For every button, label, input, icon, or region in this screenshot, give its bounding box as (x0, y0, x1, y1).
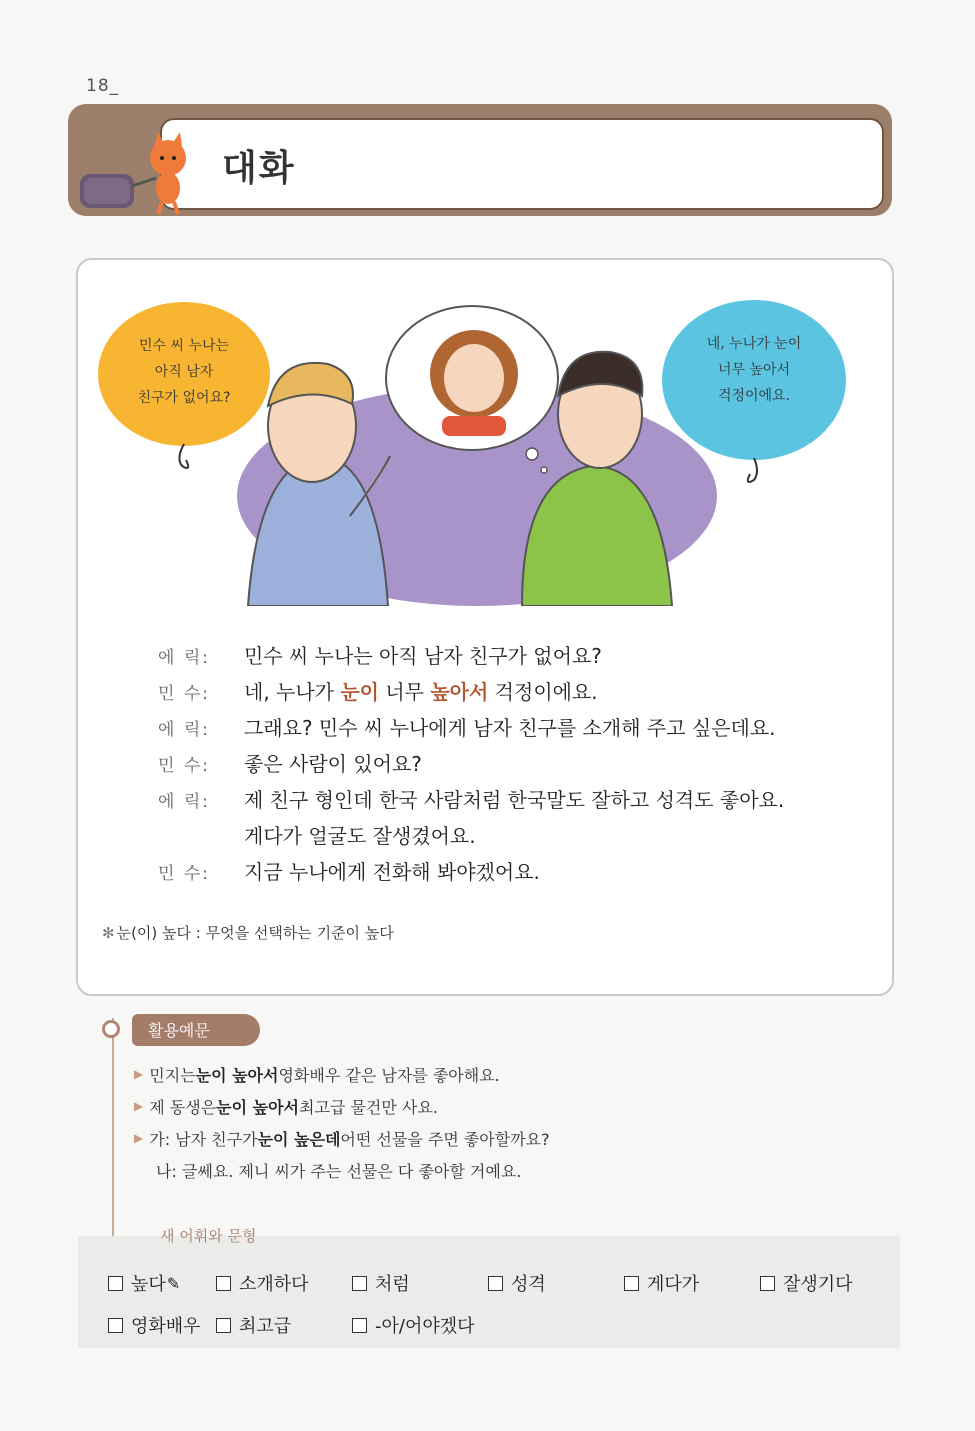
speaker-name: 민 수: (158, 864, 210, 884)
example-part: 최고급 물건만 사요. (299, 1097, 438, 1117)
vocab-word: 처럼 (375, 1274, 410, 1295)
bubble-left-line-2: 아직 남자 (154, 364, 214, 380)
bubble-right-line-3: 걱정이에요. (717, 388, 791, 404)
speaker-name: 민 수: (158, 756, 210, 776)
vocab-item (488, 1270, 546, 1296)
speaker-name: 민 수: (158, 684, 210, 704)
speaker-name: 에 릭: (158, 648, 210, 668)
footnote (102, 922, 394, 943)
speaker-name: 에 릭: (158, 792, 210, 812)
example-bold: 눈이 높아서 (216, 1097, 300, 1117)
pencil-icon: ✎ (166, 1273, 181, 1293)
checkbox-icon (488, 1276, 503, 1291)
page-number: 18_ (86, 76, 120, 96)
utterance: 민수 씨 누나는 아직 남자 친구가 없어요? (244, 644, 602, 668)
usage-bullet-icon (102, 1020, 120, 1038)
checkbox-icon (624, 1276, 639, 1291)
dialogue-line (158, 784, 858, 820)
bubble-right-line-1: 네, 누나가 눈이 (706, 336, 802, 352)
example-part: 민지는 (149, 1065, 196, 1085)
example-part: 나: 글쎄요. 제니 씨가 주는 선물은 다 좋아할 거예요. (156, 1161, 522, 1181)
dialogue-line (158, 820, 858, 856)
vocab-word: 최고급 (239, 1316, 292, 1337)
usage-examples (134, 1058, 550, 1186)
dialogue-line (158, 748, 858, 784)
triangle-bullet-icon: ▶ (134, 1067, 144, 1081)
vocab-item (216, 1270, 309, 1296)
utterance: 게다가 얼굴도 잘생겼어요. (244, 824, 476, 848)
highlight-expression: 높아서 (430, 680, 489, 704)
utterance: 지금 누나에게 전화해 봐야겠어요. (244, 860, 540, 884)
speaker-name: 에 릭: (158, 720, 210, 740)
vocab-word: 소개하다 (239, 1274, 309, 1295)
example-bold: 눈이 높은데 (257, 1129, 341, 1149)
highlight-expression: 눈이 (340, 680, 379, 704)
checkbox-icon (216, 1318, 231, 1333)
dialogue-line (158, 856, 858, 892)
vocab-word: 성격 (511, 1274, 546, 1295)
vocab-item (108, 1270, 180, 1296)
checkbox-icon (352, 1276, 367, 1291)
usage-example (134, 1122, 550, 1154)
vocabulary-label: 새 어휘와 문형 (160, 1227, 257, 1245)
dialogue-line (158, 676, 858, 712)
utterance-part: 네, 누나가 (244, 680, 341, 704)
vocab-word: 영화배우 (131, 1316, 201, 1337)
utterance: 제 친구 형인데 한국 사람처럼 한국말도 잘하고 성격도 좋아요. (244, 788, 785, 812)
triangle-bullet-icon: ▶ (134, 1131, 144, 1145)
section-title: 대화 (222, 148, 296, 189)
usage-timeline-line (112, 1018, 114, 1254)
utterance-part: 너무 (379, 680, 431, 704)
dialogue-line (158, 640, 858, 676)
example-part: 어떤 선물을 주면 좋아할까요? (340, 1129, 550, 1149)
checkbox-icon (108, 1276, 123, 1291)
utterance: 그래요? 민수 씨 누나에게 남자 친구를 소개해 주고 싶은데요. (244, 716, 776, 740)
bubble-left-line-1: 민수 씨 누나는 (138, 338, 230, 354)
vocab-item (760, 1270, 853, 1296)
example-part: 제 동생은 (149, 1097, 217, 1117)
asterisk-icon: ✻ (102, 924, 115, 942)
checkbox-icon (108, 1318, 123, 1333)
bubble-right-line-2: 너무 높아서 (717, 362, 791, 378)
usage-example (134, 1090, 550, 1122)
utterance (244, 676, 598, 705)
usage-example (134, 1154, 550, 1186)
example-part: 가: 남자 친구가 (149, 1129, 258, 1149)
dialogue-lines (158, 640, 858, 892)
vocab-item (352, 1312, 475, 1338)
checkbox-icon (760, 1276, 775, 1291)
usage-label: 활용예문 (132, 1014, 260, 1046)
example-part: 영화배우 같은 남자를 좋아해요. (278, 1065, 500, 1085)
checkbox-icon (352, 1318, 367, 1333)
cat-with-suitcase-icon (72, 130, 212, 220)
vocab-item (108, 1312, 201, 1338)
vocab-word: -아/어야겠다 (375, 1316, 475, 1337)
usage-example (134, 1058, 550, 1090)
dialogue-line (158, 712, 858, 748)
speech-bubble-right (662, 300, 846, 460)
vocab-word: 게다가 (647, 1274, 700, 1295)
triangle-bullet-icon: ▶ (134, 1099, 144, 1113)
utterance-part: 걱정이에요. (488, 680, 598, 704)
utterance: 좋은 사람이 있어요? (244, 752, 422, 776)
bubble-left-line-3: 친구가 없어요? (137, 390, 231, 406)
vocab-word: 잘생기다 (783, 1274, 853, 1295)
vocab-item (624, 1270, 699, 1296)
vocab-item (352, 1270, 410, 1296)
checkbox-icon (216, 1276, 231, 1291)
vocab-word: 높다 (131, 1274, 166, 1295)
footnote-text: 눈(이) 높다 : 무엇을 선택하는 기준이 높다 (116, 924, 394, 942)
vocab-item (216, 1312, 291, 1338)
dialogue-illustration (92, 286, 872, 606)
example-bold: 눈이 높아서 (195, 1065, 279, 1085)
